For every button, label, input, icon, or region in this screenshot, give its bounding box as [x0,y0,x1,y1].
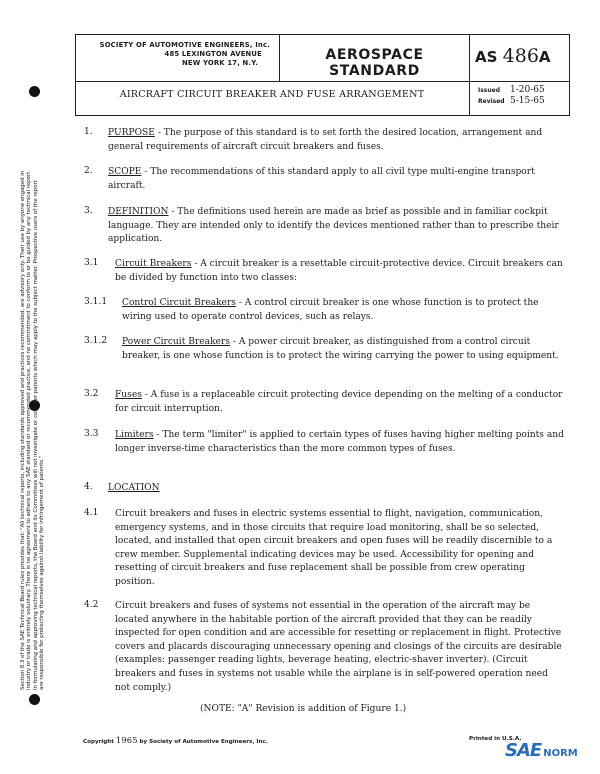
copyright-line [83,736,268,746]
section-number: 4. [84,482,93,492]
section-number: 4.1 [84,508,99,518]
section-term: Control Circuit Breakers [122,298,236,308]
section-scope [108,166,563,193]
issued-label: Issued [478,87,501,94]
header-divider [469,82,470,115]
section-text: Circuit breakers and fuses in electric systems essential to flight, navigation, communication, emergency systems, and in those circuits that require load monitoring, shall be so selected, located, and installed that open circuit breakers and open fuses will be readily discernible to a crew member. Supplemental indicating devices may be used. Accessibility for opening and resetting of circuit breakers and fuse replacement shall be possible from crew operating position. [115,509,553,587]
header-divider [279,35,280,81]
as-prefix: AS [475,48,498,66]
as-suffix: A [538,48,551,66]
section-text: - A fuse is a replaceable circuit protecting device depending on the melting of a conductor for circuit interruption. [115,390,563,414]
header-divider [76,81,569,82]
section-number: 3.3 [84,429,99,439]
section-text: - The definitions used herein are made as brief as possible and in familiar cockpit language. They are intended only to identify the devices mentioned rather than to prescribe their application. [108,207,559,245]
section-term: Fuses [115,390,142,400]
header-box [75,34,570,116]
section-power-circuit-breakers [122,336,565,363]
copyright-year: 1965 [115,736,138,746]
section-term: Limiters [115,430,154,440]
header-divider [469,35,470,81]
section-term: SCOPE [108,167,142,177]
organization-block [76,41,278,69]
standard-number [475,45,551,67]
copyright-label: Copyright [83,739,114,745]
section-text: - The purpose of this standard is to set forth the desired location, arrangement and general requirements of aircraft circuit breakers and fuses. [108,128,543,152]
issue-dates [478,85,545,107]
sae-norm-logo [505,740,578,761]
section-term: Power Circuit Breakers [122,337,230,347]
section-text: - The recommendations of this standard apply to all civil type multi-engine transport aircraft. [108,167,535,191]
logo-text: NORM [543,748,578,759]
section-text: - A circuit breaker is a resettable circuit-protective device. Circuit breakers can be divided by function into two classes: [115,259,563,283]
org-city: NEW YORK 17, N.Y. [182,59,258,68]
section-number: 3.2 [84,389,99,399]
section-number: 3.1.2 [84,336,108,346]
issued-date: 1-20-65 [510,85,545,95]
section-term: LOCATION [108,483,160,493]
section-number: 3.1.1 [84,297,108,307]
punch-hole-bottom [29,694,40,705]
section-definition [108,206,563,247]
org-address: 485 LEXINGTON AVENUE [164,50,262,59]
punch-hole-top [29,86,40,97]
revised-date: 5-15-65 [510,96,545,106]
org-name: SOCIETY OF AUTOMOTIVE ENGINEERS, Inc. [99,41,270,49]
section-number: 2. [84,166,93,176]
section-control-circuit-breakers [122,297,565,324]
section-term: PURPOSE [108,128,155,138]
section-term: Circuit Breakers [115,259,192,269]
section-number: 4.2 [84,600,99,610]
section-text: - The term "limiter" is applied to certain types of fuses having higher melting points and longer inverse-time characteristics than the more common types of fuses. [115,430,564,454]
as-number: 486 [502,45,539,67]
section-fuses [115,389,565,416]
revised-label: Revised [478,98,505,105]
side-disclaimer [20,170,45,690]
copyright-holder: by Society of Automotive Engineers, Inc. [139,739,268,745]
section-location-nonessential [115,600,565,695]
section-number: 3.1 [84,258,99,268]
section-term: DEFINITION [108,207,169,217]
logo-mark: SAE [505,740,542,761]
revision-note: (NOTE: "A" Revision is addition of Figure 1.) [200,704,407,714]
section-location-essential [115,508,565,590]
section-limiters [115,429,565,456]
section-circuit-breakers [115,258,565,285]
printed-in: Printed in U.S.A. [469,736,522,742]
section-purpose [108,127,563,154]
document-title: AIRCRAFT CIRCUIT BREAKER AND FUSE ARRANGEMENT [119,89,425,100]
section-text: Circuit breakers and fuses of systems not essential in the operation of the aircraft may be located anywhere in the habitable portion of the aircraft provided that they can be readily inspected for open condition and are accessible for resetting or replacement in flight. Protective covers and placards discouraging unnecessary opening and closings of the circuits are desirable (examples: passenger reading lights, beverage heating, electric-shaver inverter). (Circuit breakers and fuses in systems not usable while the airplane is in self-powered operation need not comply.) [115,601,562,693]
section-text: - A power circuit breaker, as distinguished from a control circuit breaker, is one whose function is to protect the wiring carrying the power to using equipment. [122,337,559,361]
section-number: 1. [84,127,93,137]
section-text: - A control circuit breaker is one whose function is to protect the wiring used to operate control devices, such as relays. [122,298,539,322]
section-location [108,482,563,496]
side-disclaimer-text: Section 8.3 of the SAE Technical Board rules provides that: "All technical reports, including standards approved and practices recommended, are advisory only. Their use by anyone engaged in industry or trade is entirely voluntary. There is no agreement to adhere to any SAE standard or recommended practice, and no commitment to conform to or be guided by any technical report. In formulating and approving technical reports, the Board and its Committees will not investigate or consider patents which may apply to the subject matter. Prospective users of the report are responsible for protecting themselves against liability for infringement of patents." [20,170,45,690]
standard-label: AEROSPACE STANDARD [325,47,424,79]
section-number: 3. [84,206,93,216]
